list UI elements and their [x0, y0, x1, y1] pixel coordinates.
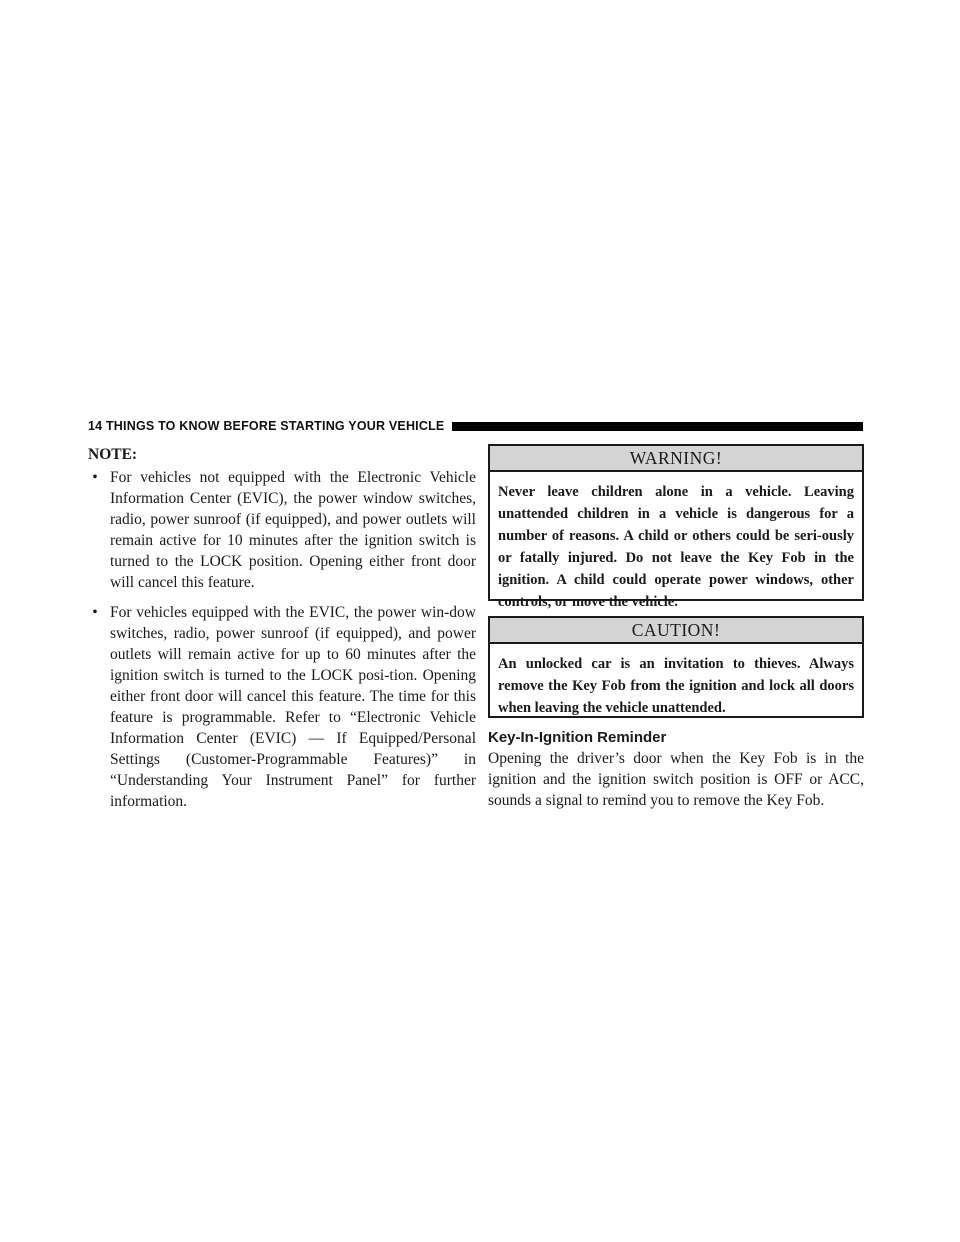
reminder-heading: Key-In-Ignition Reminder: [488, 729, 667, 746]
bullet-dot-icon: •: [92, 469, 98, 486]
note-bullet-1: [88, 467, 476, 593]
bullet-dot-icon: •: [92, 604, 98, 621]
right-column: [488, 444, 864, 811]
note-bullet-2-text: For vehicles equipped with the EVIC, the power win-dow switches, radio, power sunroof (if equipped), and power outlets will remain active for up to 60 minutes after the ignition switch is turned to the LOCK posi-tion. Opening either front door will cancel this feature. The time for this feature is programmable. Refer to “Electronic Vehicle Information Center (EVIC) — If Equipped/Personal Settings (Customer-Programmable Features)” in “Understanding Your Instrument Panel” for further information.: [110, 604, 476, 810]
warning-box: [488, 444, 864, 610]
page-header-title: 14 THINGS TO KNOW BEFORE STARTING YOUR VEHICLE: [88, 419, 445, 433]
warning-text: Never leave children alone in a vehicle. Leaving unattended children in a vehicle is dangerous for a number of reasons. A child or others could be seri-ously or fatally injured. Do not leave the Key Fob in the ignition. A child could operate power windows, other controls, or move the vehicle.: [498, 484, 854, 610]
warning-title: WARNING!: [490, 446, 862, 472]
caution-title: CAUTION!: [490, 618, 862, 644]
note-section: [88, 444, 476, 812]
note-bullet-2: [88, 602, 476, 812]
caution-box: [488, 616, 864, 718]
page-header: [88, 418, 863, 434]
note-bullet-1-text: For vehicles not equipped with the Electronic Vehicle Information Center (EVIC), the power window switches, radio, power sunroof (if equipped), and power outlets will remain active for 10 minutes after the ignition switch is turned to the LOCK position. Opening either front door will cancel this feature.: [110, 469, 476, 591]
caution-text: An unlocked car is an invitation to thieves. Always remove the Key Fob from the ignition and lock all doors when leaving the vehicle unattended.: [498, 656, 854, 716]
note-title: NOTE:: [88, 446, 138, 463]
reminder-text: Opening the driver’s door when the Key Fob is in the ignition and the ignition switch position is OFF or ACC, sounds a signal to remind you to remove the Key Fob.: [488, 750, 864, 809]
header-rule: [452, 422, 863, 431]
